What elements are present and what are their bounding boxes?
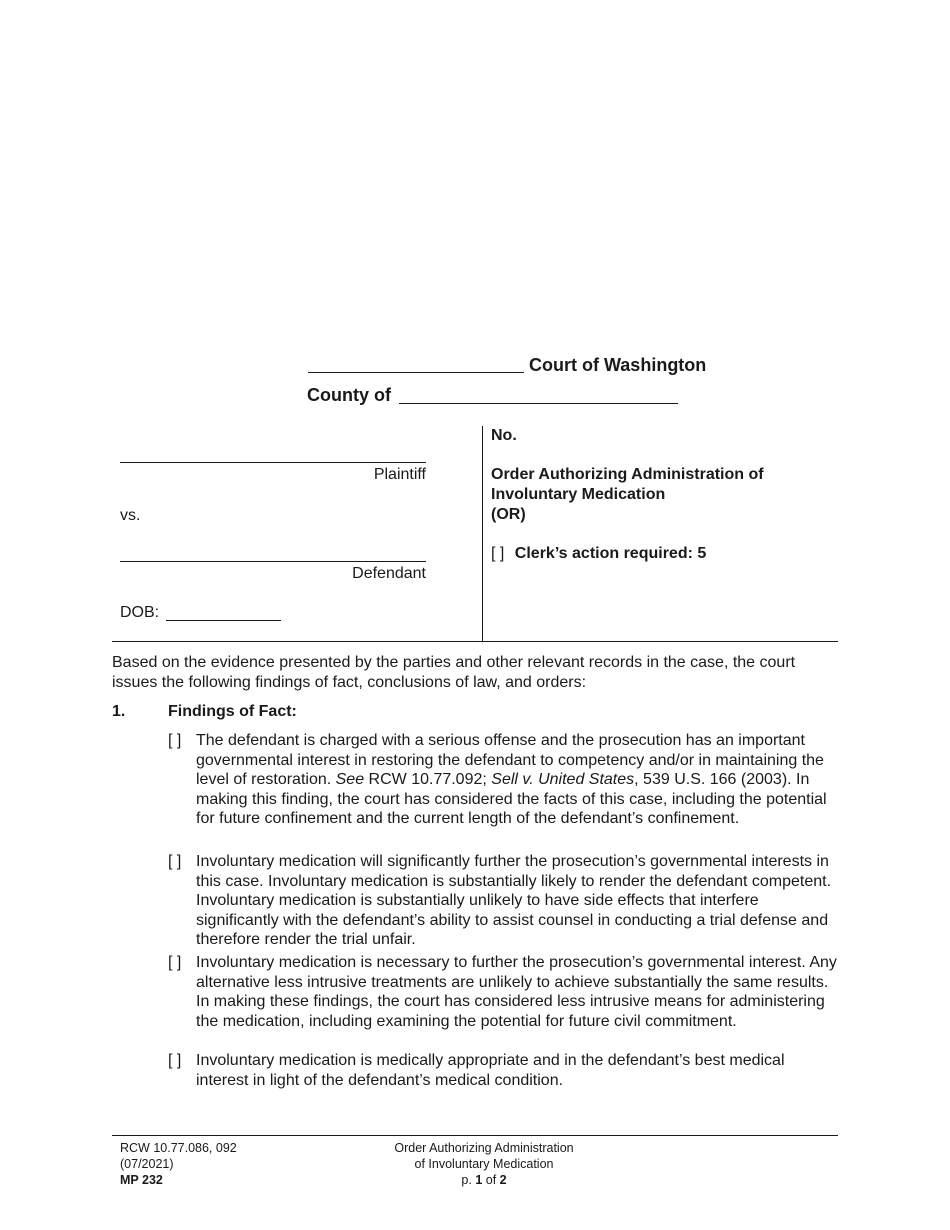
clerk-action-checkbox[interactable]: [ ] — [491, 545, 505, 562]
finding-item — [168, 731, 840, 829]
defendant-label: Defendant — [352, 565, 426, 582]
caption-bottom-rule — [112, 641, 838, 642]
court-name-blank[interactable] — [308, 372, 524, 373]
defendant-blank[interactable] — [120, 561, 426, 562]
document-title-line2: Involuntary Medication — [491, 486, 666, 503]
clerk-action — [491, 544, 706, 564]
page-number: p. 1 of 2 — [461, 1173, 507, 1187]
case-citation: Sell v. United States — [491, 771, 635, 789]
caption-divider — [482, 426, 483, 642]
finding-checkbox[interactable]: [ ] — [168, 853, 182, 870]
vs-label: vs. — [120, 507, 141, 524]
clerk-action-label: Clerk’s action required: 5 — [514, 545, 707, 562]
finding-checkbox[interactable]: [ ] — [168, 954, 182, 971]
footer-title-line1: Order Authorizing Administration — [394, 1141, 574, 1155]
finding-item — [168, 852, 840, 950]
footer-rule — [112, 1135, 838, 1136]
footer-center — [334, 1140, 634, 1188]
plaintiff-blank[interactable] — [120, 462, 426, 463]
finding-text: Involuntary medication is medically appropriate and in the defendant’s best medical interest in light of the defendant’s medical condition. — [196, 1052, 785, 1089]
footer-left — [120, 1140, 237, 1188]
county-name-blank[interactable] — [399, 403, 678, 404]
case-number-label: No. — [491, 427, 517, 444]
section-title: Findings of Fact: — [168, 703, 297, 720]
finding-item — [168, 1051, 840, 1090]
document-title-line3: (OR) — [491, 506, 526, 523]
county-label: County of — [307, 385, 391, 405]
section-number: 1. — [112, 703, 126, 720]
finding-item — [168, 953, 840, 1031]
court-label: Court of Washington — [529, 355, 707, 375]
finding-text: Involuntary medication will significantly further the prosecution’s governmental interests in this case. Involuntary medication is substantially likely to render the defendant competent. Involuntary medication is substantially unlikely to have side effects that interfere significantly with the defendant’s ability to assist counsel in conducting a trial defense and therefore render the trial unfair. — [196, 853, 832, 949]
footer-title-line2: of Involuntary Medication — [414, 1157, 554, 1171]
plaintiff-label: Plaintiff — [373, 466, 426, 483]
footer-rcw: RCW 10.77.086, 092 — [120, 1141, 237, 1155]
document-title — [491, 465, 764, 525]
see-signal: See — [335, 771, 365, 789]
intro-paragraph: Based on the evidence presented by the parties and other relevant records in the case, the court issues the following findings of fact, conclusions of law, and orders: — [112, 654, 796, 691]
finding-text: Involuntary medication is necessary to further the prosecution’s governmental interest. Any alternative less intrusive treatments are unlikely to achieve substantially the same results. In making these findings, the court has considered less intrusive means for administering the medication, including examining the potential for future civil commitment. — [196, 954, 837, 1030]
dob-blank[interactable] — [166, 620, 281, 621]
document-title-line1: Order Authorizing Administration of — [491, 466, 764, 483]
footer-form-id: MP 232 — [120, 1173, 163, 1187]
finding-text: The defendant is charged with a serious offense and the prosecution has an important governmental interest in restoring the defendant to competency and/or in maintaining the level of restoration. See RCW 10.77.092; Sell v. United States, 539 U.S. 166 (2003). In making this finding, the court has considered the facts of this case, including the potential for future confinement and the current length of the defendant’s confinement. — [196, 732, 827, 828]
finding-checkbox[interactable]: [ ] — [168, 1052, 182, 1069]
dob-label: DOB: — [120, 604, 160, 621]
finding-checkbox[interactable]: [ ] — [168, 732, 182, 749]
footer-date: (07/2021) — [120, 1157, 174, 1171]
